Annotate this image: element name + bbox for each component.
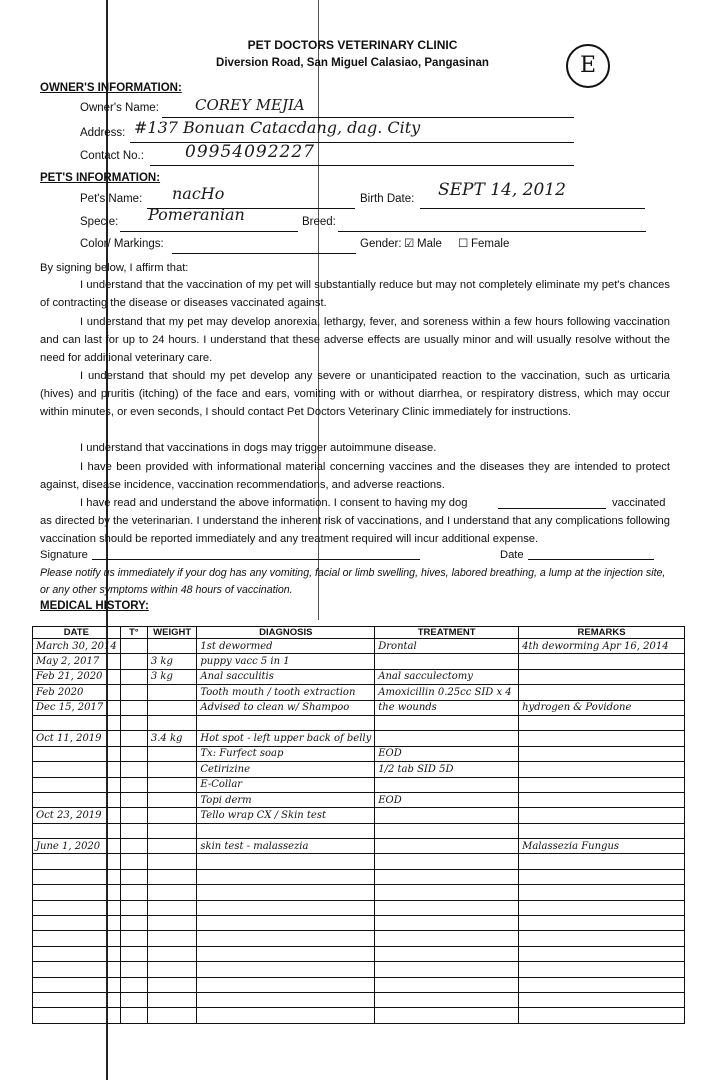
cell-date[interactable]: [33, 762, 121, 777]
cell-weight[interactable]: [147, 746, 197, 761]
cell-diagnosis[interactable]: Hot spot - left upper back of belly: [197, 731, 375, 746]
medical-section-title: MEDICAL HISTORY:: [40, 600, 149, 612]
table-row: [33, 900, 685, 915]
cell-remarks[interactable]: [519, 777, 685, 792]
cell-diagnosis[interactable]: [197, 992, 375, 1007]
consent-intro: By signing below, I affirm that:: [40, 262, 189, 274]
table-row: [33, 639, 685, 654]
cell-remarks[interactable]: Malassezia Fungus: [519, 839, 685, 854]
cell-weight[interactable]: [147, 777, 197, 792]
cell-treatment[interactable]: [375, 654, 519, 669]
cell-diagnosis[interactable]: [197, 931, 375, 946]
cell-temperature[interactable]: [120, 869, 147, 884]
table-row: [33, 823, 685, 838]
cell-temperature[interactable]: [120, 839, 147, 854]
table-row: [33, 808, 685, 823]
cell-diagnosis[interactable]: Anal sacculitis: [197, 669, 375, 684]
cell-diagnosis[interactable]: [197, 916, 375, 931]
table-row: [33, 992, 685, 1007]
cell-treatment[interactable]: [375, 823, 519, 838]
owner-address-value[interactable]: #137 Bonuan Catacdang, dag. City: [134, 118, 421, 137]
cell-temperature[interactable]: [120, 808, 147, 823]
cell-date[interactable]: Feb 2020: [33, 685, 121, 700]
cell-treatment[interactable]: [375, 731, 519, 746]
table-row: [33, 854, 685, 869]
clinic-address: Diversion Road, San Miguel Calasiao, Pangasinan: [216, 57, 489, 69]
gender-female-label: Female: [471, 238, 510, 250]
birth-date-value[interactable]: SEPT 14, 2012: [438, 180, 566, 200]
cell-weight[interactable]: [147, 839, 197, 854]
table-row: [33, 869, 685, 884]
owner-section-title: OWNER'S INFORMATION:: [40, 82, 182, 94]
cell-remarks[interactable]: [519, 715, 685, 730]
cell-weight[interactable]: [147, 1008, 197, 1023]
cell-remarks[interactable]: [519, 762, 685, 777]
cell-temperature[interactable]: [120, 823, 147, 838]
cell-treatment[interactable]: [375, 931, 519, 946]
cell-diagnosis[interactable]: skin test - malassezia: [197, 839, 375, 854]
cell-remarks[interactable]: [519, 977, 685, 992]
cell-date[interactable]: [33, 854, 121, 869]
cell-temperature[interactable]: [120, 885, 147, 900]
cell-date[interactable]: June 1, 2020: [33, 839, 121, 854]
cell-treatment[interactable]: 1/2 tab SID 5D: [375, 762, 519, 777]
date-label: Date: [500, 549, 524, 561]
date-line[interactable]: [528, 559, 654, 560]
cell-remarks[interactable]: [519, 869, 685, 884]
cell-treatment[interactable]: [375, 839, 519, 854]
cell-diagnosis[interactable]: [197, 854, 375, 869]
consent-paragraph-6a: I have read and understand the above information. I consent to having my dog: [80, 497, 468, 509]
cell-temperature[interactable]: [120, 654, 147, 669]
specie-label: Specie:: [80, 216, 119, 228]
cell-remarks[interactable]: [519, 792, 685, 807]
cell-diagnosis[interactable]: [197, 823, 375, 838]
pet-section-title: PET'S INFORMATION:: [40, 172, 161, 184]
cell-remarks[interactable]: hydrogen & Povidone: [519, 700, 685, 715]
cell-remarks[interactable]: [519, 808, 685, 823]
header-diagnosis: DIAGNOSIS: [197, 627, 375, 639]
cell-treatment[interactable]: [375, 808, 519, 823]
cell-remarks[interactable]: [519, 900, 685, 915]
cell-diagnosis[interactable]: Cetirizine: [197, 762, 375, 777]
cell-remarks[interactable]: [519, 685, 685, 700]
table-row: [33, 792, 685, 807]
medical-history-table: [32, 626, 685, 1024]
cell-temperature[interactable]: [120, 700, 147, 715]
cell-temperature[interactable]: [120, 685, 147, 700]
gender-label: Gender:: [360, 238, 402, 250]
table-row: [33, 885, 685, 900]
cell-temperature[interactable]: [120, 900, 147, 915]
table-row: [33, 916, 685, 931]
cell-temperature[interactable]: [120, 762, 147, 777]
cell-date[interactable]: [33, 916, 121, 931]
cell-remarks[interactable]: [519, 1008, 685, 1023]
cell-diagnosis[interactable]: [197, 715, 375, 730]
cell-diagnosis[interactable]: puppy vacc 5 in 1: [197, 654, 375, 669]
cell-weight[interactable]: 3 kg: [147, 669, 197, 684]
table-row: [33, 962, 685, 977]
cell-treatment[interactable]: EOD: [375, 792, 519, 807]
table-row: [33, 839, 685, 854]
cell-remarks[interactable]: [519, 823, 685, 838]
table-row: [33, 1008, 685, 1023]
cell-weight[interactable]: [147, 992, 197, 1007]
cell-date[interactable]: [33, 885, 121, 900]
cell-date[interactable]: Feb 21, 2020: [33, 669, 121, 684]
cell-weight[interactable]: [147, 977, 197, 992]
table-body: [33, 639, 685, 1024]
cell-weight[interactable]: [147, 869, 197, 884]
cell-diagnosis[interactable]: [197, 900, 375, 915]
header-treatment: TREATMENT: [375, 627, 519, 639]
cell-date[interactable]: Oct 23, 2019: [33, 808, 121, 823]
table-row: [33, 746, 685, 761]
cell-weight[interactable]: [147, 885, 197, 900]
cell-temperature[interactable]: [120, 854, 147, 869]
cell-diagnosis[interactable]: [197, 1008, 375, 1023]
gender-male-checkbox[interactable]: ☑: [404, 238, 415, 250]
specie-line: [120, 231, 298, 232]
cell-treatment[interactable]: Anal sacculectomy: [375, 669, 519, 684]
cell-treatment[interactable]: [375, 885, 519, 900]
cell-treatment[interactable]: [375, 977, 519, 992]
cell-date[interactable]: [33, 823, 121, 838]
table-row: [33, 685, 685, 700]
cell-remarks[interactable]: [519, 669, 685, 684]
cell-remarks[interactable]: [519, 746, 685, 761]
cell-treatment[interactable]: EOD: [375, 746, 519, 761]
cell-date[interactable]: [33, 931, 121, 946]
consent-paragraph-4: I understand that vaccinations in dogs may trigger autoimmune disease.: [80, 442, 437, 454]
consent-paragraph-6b: vaccinated: [612, 497, 666, 509]
cell-diagnosis[interactable]: Advised to clean w/ Shampoo: [197, 700, 375, 715]
consent-paragraph-1: I understand that the vaccination of my pet will substantially reduce but may not completely eliminate my pet's chances of contracting the disease or diseases vaccinated against.: [40, 279, 670, 309]
cell-remarks[interactable]: [519, 885, 685, 900]
cell-remarks[interactable]: [519, 992, 685, 1007]
breed-line: [338, 231, 646, 232]
cell-temperature[interactable]: [120, 992, 147, 1007]
table-row: [33, 731, 685, 746]
cell-remarks[interactable]: [519, 931, 685, 946]
cell-treatment[interactable]: [375, 854, 519, 869]
cell-weight[interactable]: [147, 685, 197, 700]
gender-male-label: Male: [417, 238, 442, 250]
cell-diagnosis[interactable]: [197, 977, 375, 992]
cell-weight[interactable]: [147, 916, 197, 931]
cell-date[interactable]: [33, 962, 121, 977]
cell-temperature[interactable]: [120, 746, 147, 761]
cell-remarks[interactable]: [519, 916, 685, 931]
cell-remarks[interactable]: [519, 854, 685, 869]
cell-weight[interactable]: [147, 715, 197, 730]
table-row: [33, 931, 685, 946]
cell-weight[interactable]: [147, 762, 197, 777]
cell-weight[interactable]: [147, 700, 197, 715]
cell-date[interactable]: Dec 15, 2017: [33, 700, 121, 715]
breed-label: Breed:: [302, 216, 336, 228]
owner-address-label: Address:: [80, 127, 126, 139]
cell-date[interactable]: March 30, 2014: [33, 639, 121, 654]
cell-diagnosis[interactable]: [197, 869, 375, 884]
cell-treatment[interactable]: [375, 900, 519, 915]
cell-temperature[interactable]: [120, 946, 147, 961]
cell-treatment[interactable]: the wounds: [375, 700, 519, 715]
pet-name-value[interactable]: nacHo: [172, 184, 225, 203]
cell-temperature[interactable]: [120, 916, 147, 931]
cell-weight[interactable]: [147, 639, 197, 654]
cell-remarks[interactable]: [519, 946, 685, 961]
cell-date[interactable]: [33, 977, 121, 992]
notice-text: Please notify us immediately if your dog has any vomiting, facial or limb swelling, hives, labored breathing, a lump at the injection site, or any other symptoms within 48 hours of vaccination.: [40, 567, 666, 596]
cell-date[interactable]: [33, 946, 121, 961]
clinic-name: PET DOCTORS VETERINARY CLINIC: [247, 38, 458, 52]
cell-weight[interactable]: [147, 808, 197, 823]
stamp-circle: E: [566, 44, 610, 88]
cell-date[interactable]: May 2, 2017: [33, 654, 121, 669]
cell-date[interactable]: [33, 792, 121, 807]
cell-weight[interactable]: 3.4 kg: [147, 731, 197, 746]
color-markings-label: Color/ Markings:: [80, 238, 164, 250]
cell-weight[interactable]: [147, 792, 197, 807]
cell-date[interactable]: [33, 746, 121, 761]
cell-treatment[interactable]: [375, 962, 519, 977]
table-row: [33, 669, 685, 684]
cell-weight[interactable]: [147, 931, 197, 946]
cell-weight[interactable]: 3 kg: [147, 654, 197, 669]
consent-paragraph-6c: as directed by the veterinarian. I understand the inherent risk of vaccinations, and I understand that any complications following vaccination should be reported immediately and any treatment required will incur additional expense.: [40, 515, 670, 545]
cell-temperature[interactable]: [120, 792, 147, 807]
cell-remarks[interactable]: [519, 962, 685, 977]
cell-treatment[interactable]: [375, 946, 519, 961]
birth-date-label: Birth Date:: [360, 193, 415, 205]
cell-date[interactable]: [33, 900, 121, 915]
table-row: [33, 700, 685, 715]
owner-contact-label: Contact No.:: [80, 150, 144, 162]
cell-diagnosis[interactable]: Topi derm: [197, 792, 375, 807]
cell-date[interactable]: [33, 715, 121, 730]
cell-treatment[interactable]: [375, 715, 519, 730]
table-row: [33, 715, 685, 730]
consent-paragraph-3: I understand that should my pet develop any severe or unanticipated reaction to the vaccination, such as urticaria (hives) and pruritis (itching) of the face and ears, vomiting with or without diarrhea, or respiratory distress, which may occur within minutes, or even seconds, I should contact Pet Doctors Veterinary Clinic immediately for instructions.: [40, 370, 670, 418]
cell-weight[interactable]: [147, 823, 197, 838]
table-row: [33, 762, 685, 777]
cell-remarks[interactable]: [519, 654, 685, 669]
signature-label: Signature: [40, 549, 88, 561]
pet-name-label: Pet's Name:: [80, 193, 143, 205]
header-date: DATE: [33, 627, 121, 639]
owner-contact-line: [150, 165, 574, 166]
owner-name-value[interactable]: COREY MEJIA: [195, 96, 305, 114]
cell-temperature[interactable]: [120, 1008, 147, 1023]
consent-paragraph-5: I have been provided with informational material concerning vaccines and the diseases they are intended to protect against, disease incidence, vaccination recommendations, and adverse reactions.: [40, 461, 670, 491]
cell-temperature[interactable]: [120, 715, 147, 730]
table-header-row: [33, 627, 685, 639]
cell-diagnosis[interactable]: [197, 885, 375, 900]
cell-treatment[interactable]: Drontal: [375, 639, 519, 654]
cell-date[interactable]: [33, 992, 121, 1007]
table-row: [33, 946, 685, 961]
cell-date[interactable]: [33, 869, 121, 884]
cell-temperature[interactable]: [120, 931, 147, 946]
cell-treatment[interactable]: [375, 1008, 519, 1023]
cell-weight[interactable]: [147, 854, 197, 869]
cell-remarks[interactable]: [519, 731, 685, 746]
cell-temperature[interactable]: [120, 731, 147, 746]
table-row: [33, 654, 685, 669]
cell-treatment[interactable]: Amoxicillin 0.25cc SID x 4: [375, 685, 519, 700]
cell-treatment[interactable]: [375, 777, 519, 792]
cell-date[interactable]: [33, 777, 121, 792]
cell-treatment[interactable]: [375, 916, 519, 931]
consent-paragraph-2: I understand that my pet may develop anorexia, lethargy, fever, and soreness within a few hours following vaccination and can last for up to 24 hours. I understand that these adverse effects are usually minor and will usually resolve without the need for additional veterinary care.: [40, 316, 670, 364]
cell-diagnosis[interactable]: [197, 946, 375, 961]
dog-name-line[interactable]: [498, 508, 606, 509]
cell-weight[interactable]: [147, 946, 197, 961]
cell-diagnosis[interactable]: Tooth mouth / tooth extraction: [197, 685, 375, 700]
color-markings-line: [172, 253, 356, 254]
cell-diagnosis[interactable]: Tx: Furfect soap: [197, 746, 375, 761]
cell-diagnosis[interactable]: 1st dewormed: [197, 639, 375, 654]
cell-temperature[interactable]: [120, 669, 147, 684]
header-temperature: T°: [120, 627, 147, 639]
header-remarks: REMARKS: [519, 627, 685, 639]
cell-weight[interactable]: [147, 962, 197, 977]
signature-line[interactable]: [92, 559, 420, 560]
cell-treatment[interactable]: [375, 869, 519, 884]
cell-temperature[interactable]: [120, 962, 147, 977]
cell-diagnosis[interactable]: E-Collar: [197, 777, 375, 792]
cell-temperature[interactable]: [120, 639, 147, 654]
header-weight: WEIGHT: [147, 627, 197, 639]
cell-diagnosis[interactable]: [197, 962, 375, 977]
birth-date-line: [420, 208, 645, 209]
table-row: [33, 977, 685, 992]
gender-female-checkbox[interactable]: ☐: [458, 238, 469, 250]
cell-temperature[interactable]: [120, 977, 147, 992]
cell-date[interactable]: Oct 11, 2019: [33, 731, 121, 746]
cell-treatment[interactable]: [375, 992, 519, 1007]
cell-diagnosis[interactable]: Tello wrap CX / Skin test: [197, 808, 375, 823]
cell-date[interactable]: [33, 1008, 121, 1023]
table-row: [33, 777, 685, 792]
specie-value[interactable]: Pomeranian: [148, 205, 245, 224]
cell-weight[interactable]: [147, 900, 197, 915]
owner-name-label: Owner's Name:: [80, 102, 159, 114]
owner-contact-value[interactable]: 09954092227: [185, 142, 315, 162]
cell-remarks[interactable]: 4th deworming Apr 16, 2014: [519, 639, 685, 654]
cell-temperature[interactable]: [120, 777, 147, 792]
